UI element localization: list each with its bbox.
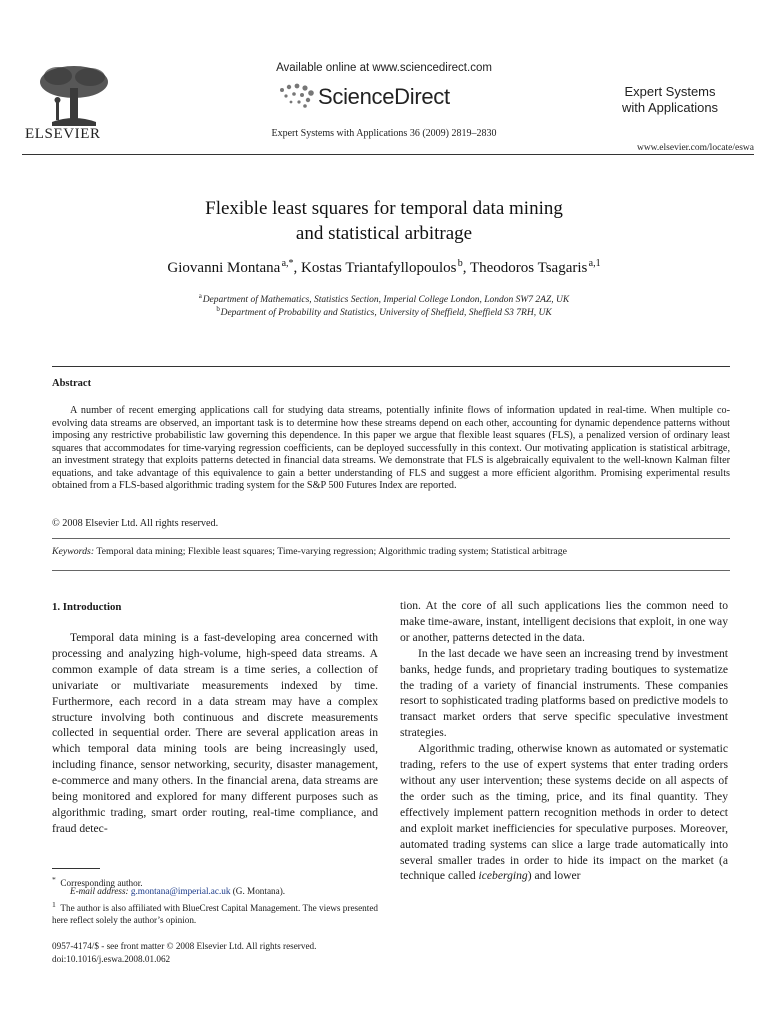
- sciencedirect-logo: [278, 82, 478, 112]
- keywords-text: Temporal data mining; Flexible least squares; Time-varying regression; Algorithmic trading system; Statistical arbitrage: [96, 546, 567, 557]
- paragraph: [400, 741, 728, 884]
- paragraph: Temporal data mining is a fast-developing area concerned with processing and analyzing high-volume, high-speed data streams. A common example of data stream is a time series, a collection of univariate or multivariate measurements indexed by time. Furthermore, each record in a data stream may have a complex structure involving both continuous and discrete measurements collected in sequential order. There are several application areas in which temporal data mining tools are being increasingly used, including finance, sensor networking, security, disaster management, e-commerce and many others. In the financial arena, data streams are being monitored and explored for many different purposes such as algorithmic trading, smart order routing, real-time compliance, and fraud detec-: [52, 631, 378, 835]
- author-separator: ,: [462, 260, 470, 276]
- keywords-label: Keywords:: [52, 546, 95, 557]
- footnote-affiliation: [52, 899, 382, 926]
- title-line2: and statistical arbitrage: [295, 223, 473, 244]
- journal-url[interactable]: www.elsevier.com/locate/eswa: [636, 143, 754, 153]
- sciencedirect-dots-icon: [278, 82, 316, 110]
- publisher-name: ELSEVIER: [25, 126, 101, 142]
- affiliation-text: Department of Probability and Statistics, University of Sheffield, Sheffield S3 7RH, UK: [220, 308, 552, 319]
- affiliation-mark: a: [198, 292, 202, 300]
- available-online: Available online at www.sciencedirect.com: [276, 62, 492, 74]
- right-column: [400, 598, 728, 884]
- email-suffix: (G. Montana).: [232, 886, 286, 896]
- abstract-heading: Abstract: [52, 378, 92, 389]
- author-name: Kostas Triantafyllopoulos: [301, 260, 457, 276]
- paragraph-text: Algorithmic trading, otherwise known as automated or systematic trading, refers to the use of expert systems that enter trading orders without any user intervention; these systems decide on all aspects of the order such as the timing, price, and its final quantity. They effectively implement pattern recognition methods in order to detect and exploit market inefficiencies for speculative purposes. Moreover, automated trading systems can slice a large trade automatically into several smaller trades in order to hide its impact on the market (a technique called: [400, 742, 728, 883]
- journal-brand-line1: Expert Systems: [624, 84, 716, 99]
- author-list: [0, 258, 768, 277]
- abstract-top-divider: [52, 366, 730, 367]
- author-mark: b: [457, 258, 463, 269]
- emphasis-text: iceberging: [478, 869, 528, 883]
- abstract-body: [52, 405, 730, 493]
- journal-brand: [600, 84, 740, 116]
- footnote-text: Corresponding author.: [60, 878, 143, 889]
- author-name: Giovanni Montana: [167, 260, 281, 276]
- footnote-mark: 1: [52, 900, 56, 909]
- affiliation: [0, 305, 768, 318]
- title-line1: Flexible least squares for temporal data mining: [205, 198, 563, 219]
- author-name: Theodoros Tsagaris: [469, 260, 588, 276]
- keywords: [52, 546, 730, 557]
- keywords-top-divider: [52, 538, 730, 539]
- doi-line[interactable]: doi:10.1016/j.eswa.2008.01.062: [52, 953, 171, 964]
- email-link[interactable]: g.montana@imperial.ac.uk: [130, 886, 231, 896]
- sciencedirect-wordmark: ScienceDirect: [318, 84, 450, 109]
- author-mark: a,*: [281, 258, 294, 269]
- affiliation-mark: b: [216, 305, 220, 313]
- footnote-text: The author is also affiliated with BlueCrest Capital Management. The views presented here reflect solely the author’s opinion.: [52, 903, 378, 925]
- author-mark: a,1: [588, 258, 601, 269]
- paragraph-text: ) and lower: [527, 869, 581, 883]
- abstract-text: A number of recent emerging applications call for studying data streams, potentially infinite flows of information updated in real-time. When multiple co-evolving data streams are observed, an important task is to determine how these streams depend on each other, accounting for dynamic dependence patterns without imposing any restrictive probabilistic law governing this dependence. In this paper we argue that flexible least squares (FLS), a penalized version of ordinary least squares that accommodates for time-varying regression coefficients, can be deployed successfully in this context. Our motivating application is statistical arbitrage, an investment strategy that exploits patterns detected in financial data streams. We demonstrate that FLS is algebraically equivalent to the well-known Kalman filter equations, and take advantage of this equivalence to gain a better understanding of FLS and suggest a more efficient algorithm. Promising experimental results obtained from a FLS-based algorithmic trading system for the S&P 500 Futures Index are reported.: [52, 405, 730, 491]
- paragraph: tion. At the core of all such applications lies the common need to make time-aware, instant, intelligent decisions that exploit, in one way or another, patterns detected in the data.: [400, 599, 728, 644]
- front-matter: [52, 940, 316, 965]
- footnote-mark: *: [52, 875, 56, 884]
- article-title: [0, 196, 768, 246]
- email-label: E-mail address:: [70, 886, 129, 896]
- affiliation: [0, 292, 768, 305]
- author-separator: ,: [293, 260, 302, 276]
- left-column: [52, 630, 378, 837]
- header-divider: [22, 154, 754, 155]
- footnote-rule: [52, 868, 100, 869]
- journal-reference: Expert Systems with Applications 36 (2009) 2819–2830: [271, 128, 497, 139]
- abstract-copyright: © 2008 Elsevier Ltd. All rights reserved.: [52, 518, 219, 529]
- footnote-email: [70, 886, 382, 898]
- journal-brand-line2: with Applications: [621, 100, 719, 115]
- section-heading: 1. Introduction: [52, 601, 122, 613]
- keywords-bottom-divider: [52, 570, 730, 571]
- paragraph: In the last decade we have seen an increasing trend by investment banks, hedge funds, and proprietary trading boutiques to systematize the trading of a variety of financial instruments. These companies resort to sophisticated trading platforms based on predictive models to transact market orders that serve specific speculative investment strategies.: [400, 646, 728, 740]
- affiliation-text: Department of Mathematics, Statistics Section, Imperial College London, London SW7 2AZ, UK: [202, 295, 570, 306]
- issn-line: 0957-4174/$ - see front matter © 2008 Elsevier Ltd. All rights reserved.: [52, 941, 317, 951]
